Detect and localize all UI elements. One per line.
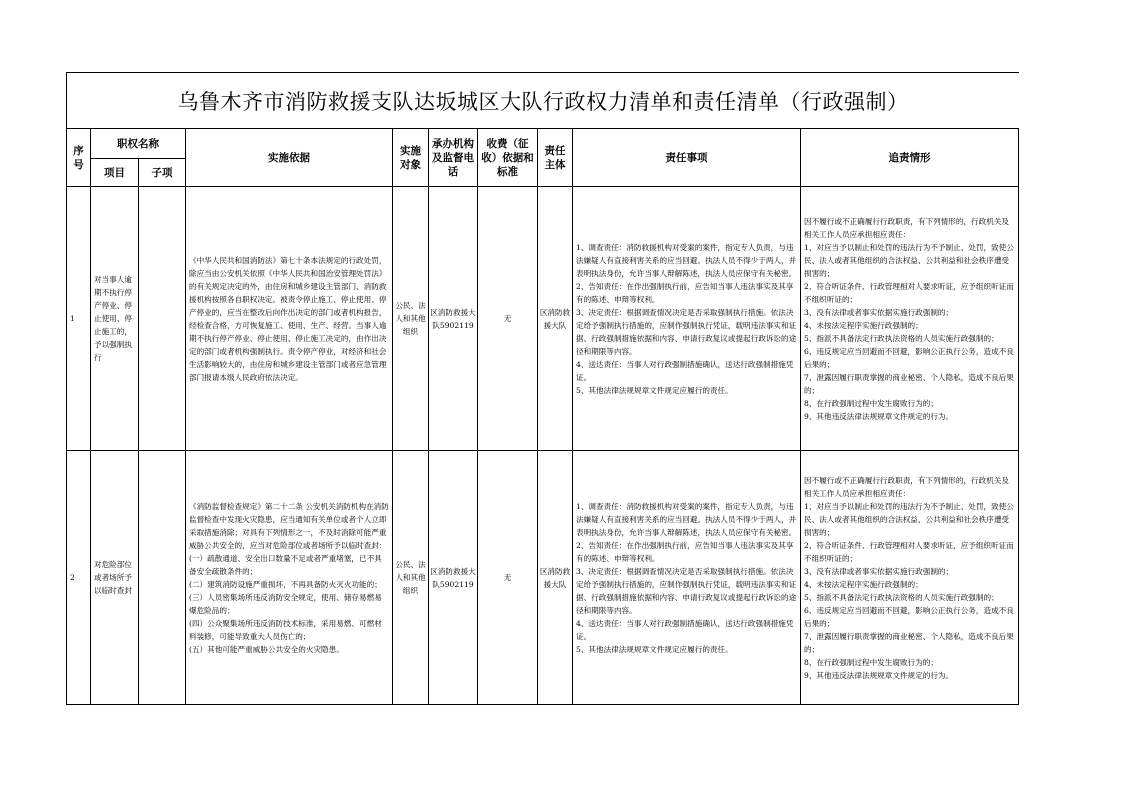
row-basis-line: (一）疏散通道、安全出口数量不足或者严重堵塞，已不具备安全疏散条件的； (189, 553, 382, 576)
row-fee: 无 (478, 187, 538, 451)
row-fee: 无 (478, 451, 538, 705)
row-duties-line: 5、其他法律法规规章文件规定应履行的责任。 (576, 644, 733, 654)
row-target: 公民、法人和其他组织 (393, 451, 429, 705)
row-seq: 1 (67, 187, 91, 451)
row-duties-line: 2、告知责任：在作出强制执行前，应告知当事人违法事实及其享有的陈述、申辩等权利。 (576, 540, 794, 563)
header-subject: 责任主体 (538, 129, 573, 187)
row-duties-line: 4、送达责任：当事人对行政强制措施确认，送达行政强制措施凭证。 (576, 618, 794, 641)
row-seq: 2 (67, 451, 91, 705)
row-subject: 区消防救援大队 (538, 451, 573, 705)
row-accountability-line: 4、未按法定程序实施行政强制的； (804, 320, 923, 330)
row-accountability-line: 5、指派不具备法定行政执法资格的人员实施行政强制的； (804, 333, 999, 343)
row-subitem (139, 451, 186, 705)
header-subitem: 子项 (139, 159, 186, 187)
row-office: 区消防救援大队5902119 (429, 187, 478, 451)
row-accountability-line: 因不履行或不正确履行行政职责，有下列情形的，行政机关及相关工作人员应承担相应责任： (804, 475, 1010, 498)
header-seq: 序号 (67, 129, 91, 187)
row-basis (186, 451, 393, 705)
row-duties-line: 3、决定责任：根据调查情况决定是否采取强制执行措施。依法决定给予强制执行措施的，应制作强制执行凭证，载明违法事实和证据、行政强制措施依据和内容、申请行政复议或提起行政诉讼的途径和期限等内容。 (576, 307, 797, 356)
table-row (67, 451, 1019, 705)
row-accountability (801, 451, 1019, 705)
row-basis-line: (三）人员密集场所违反消防安全规定，使用、储存易燃易爆危险品的； (189, 592, 382, 615)
table-row (67, 187, 1019, 451)
row-accountability-line: 3、没有法律或者事实依据实施行政强制的； (804, 307, 954, 317)
document-sheet (66, 72, 1018, 704)
row-accountability-line: 4、未按法定程序实施行政强制的； (804, 579, 923, 589)
row-accountability-line: 8、在行政强制过程中发生腐败行为的； (804, 398, 938, 408)
row-basis-line: (五）其他可能严重威胁公共安全的火灾隐患。 (189, 644, 344, 654)
row-basis-line: 《中华人民共和国消防法》第七十条本法规定的行政处罚，除应当由公安机关依照《中华人民共和国治安管理处罚法》的有关规定决定的外，由住房和城乡建设主管部门、消防救援机构按照各自职权决定。被责令停止施工、停止使用、停产停业的，应当在整改后向作出决定的部门或者机构报告，经检查合格，方可恢复施工、使用、生产、经营。当事人逾期不执行停产停业、停止使用、停止施工决定的，由作出决定的部门或者机构强制执行。责令停产停业，对经济和社会生活影响较大的，由住房和城乡建设主管部门或者应急管理部门报请本级人民政府依法决定。 (189, 255, 387, 382)
row-duties-line: 2、告知责任：在作出强制执行前，应告知当事人违法事实及其享有的陈述、申辩等权利。 (576, 281, 794, 304)
header-office: 承办机构及监督电话 (429, 129, 478, 187)
row-item: 对当事人逾期不执行停产停业、停止使用、停止施工的，予以强制执行 (91, 187, 139, 451)
header-fee: 收费（征收）依据和标准 (478, 129, 538, 187)
row-duties-line: 4、送达责任：当事人对行政强制措施确认，送达行政强制措施凭证。 (576, 359, 794, 382)
header-target: 实施对象 (393, 129, 429, 187)
row-accountability-line: 5、指派不具备法定行政执法资格的人员实施行政强制的； (804, 592, 999, 602)
row-accountability (801, 187, 1019, 451)
row-accountability-line: 7、泄露因履行职责掌握的商业秘密、个人隐私，造成不良后果的； (804, 631, 1014, 654)
row-duties (573, 187, 801, 451)
header-duties: 责任事项 (573, 129, 801, 187)
row-accountability-line: 因不履行或不正确履行行政职责，有下列情形的，行政机关及相关工作人员应承担相应责任： (804, 216, 1010, 239)
row-accountability-line: 8、在行政强制过程中发生腐败行为的； (804, 657, 938, 667)
row-accountability-line: 1、对应当予以制止和处罚的违法行为不予制止、处罚，致使公民、法人或者其他组织的合法权益、公共利益和社会秩序遭受损害的； (804, 242, 1014, 278)
row-office: 区消防救援大队5902119 (429, 451, 478, 705)
row-accountability-line: 1、对应当予以制止和处罚的违法行为不予制止、处罚，致使公民、法人或者其他组织的合法权益、公共利益和社会秩序遭受损害的； (804, 501, 1014, 537)
row-accountability-line: 2、符合听证条件、行政管理相对人要求听证，应予组织听证而不组织听证的； (804, 540, 1014, 563)
row-duties (573, 451, 801, 705)
row-item: 对危险部位或者场所予以临时查封 (91, 451, 139, 705)
row-accountability-line: 3、没有法律或者事实依据实施行政强制的； (804, 566, 954, 576)
row-basis (186, 187, 393, 451)
row-duties-line: 5、其他法律法规规章文件规定应履行的责任。 (576, 385, 733, 395)
row-accountability-line: 6、违反规定应当回避而不回避，影响公正执行公务，造成不良后果的； (804, 605, 1014, 628)
header-item: 项目 (91, 159, 139, 187)
row-accountability-line: 9、其他违反法律法规规章文件规定的行为。 (804, 411, 954, 421)
row-basis-line: (四）公众聚集场所违反消防技术标准，采用易燃、可燃材料装修，可能导致重大人员伤亡的； (189, 618, 382, 641)
row-subject: 区消防救援大队 (538, 187, 573, 451)
page-title: 乌鲁木齐市消防救援支队达坂城区大队行政权力清单和责任清单（行政强制） (66, 72, 1019, 129)
row-duties-line: 1、调查责任：消防救援机构对受案的案件，指定专人负责，与违法嫌疑人有直接利害关系的应当回避。执法人员不得少于两人，并表明执法身份，允许当事人辩解陈述，执法人员应保守有关秘密。 (576, 242, 797, 278)
header-basis: 实施依据 (186, 129, 393, 187)
row-duties-line: 3、决定责任：根据调查情况决定是否采取强制执行措施。依法决定给予强制执行措施的，应制作强制执行凭证，载明违法事实和证据、行政强制措施依据和内容、申请行政复议或提起行政诉讼的途径和期限等内容。 (576, 566, 797, 615)
row-accountability-line: 9、其他违反法律法规规章文件规定的行为。 (804, 670, 954, 680)
row-subitem (139, 187, 186, 451)
power-list-table (66, 128, 1019, 705)
row-basis-line: 《消防监督检查规定》第二十二条 公安机关消防机构在消防监督检查中发现火灾隐患，应当通知有关单位或者个人立即采取措施消除；对具有下列情形之一，不及时消除可能严重威胁公共安全的，应当对危险部位或者场所予以临时查封： (189, 501, 389, 550)
row-basis-line: (二）建筑消防设施严重损坏，不再具备防火灭火功能的； (189, 579, 382, 589)
header-accountability: 追责情形 (801, 129, 1019, 187)
row-duties-line: 1、调查责任：消防救援机构对受案的案件，指定专人负责，与违法嫌疑人有直接利害关系的应当回避。执法人员不得少于两人，并表明执法身份，允许当事人辩解陈述，执法人员应保守有关秘密。 (576, 501, 797, 537)
row-accountability-line: 2、符合听证条件、行政管理相对人要求听证，应予组织听证而不组织听证的； (804, 281, 1014, 304)
row-accountability-line: 7、泄露因履行职责掌握的商业秘密、个人隐私，造成不良后果的； (804, 372, 1014, 395)
header-power-name: 职权名称 (91, 129, 186, 159)
row-target: 公民、法人和其他组织 (393, 187, 429, 451)
row-accountability-line: 6、违反规定应当回避而不回避，影响公正执行公务，造成不良后果的； (804, 346, 1014, 369)
